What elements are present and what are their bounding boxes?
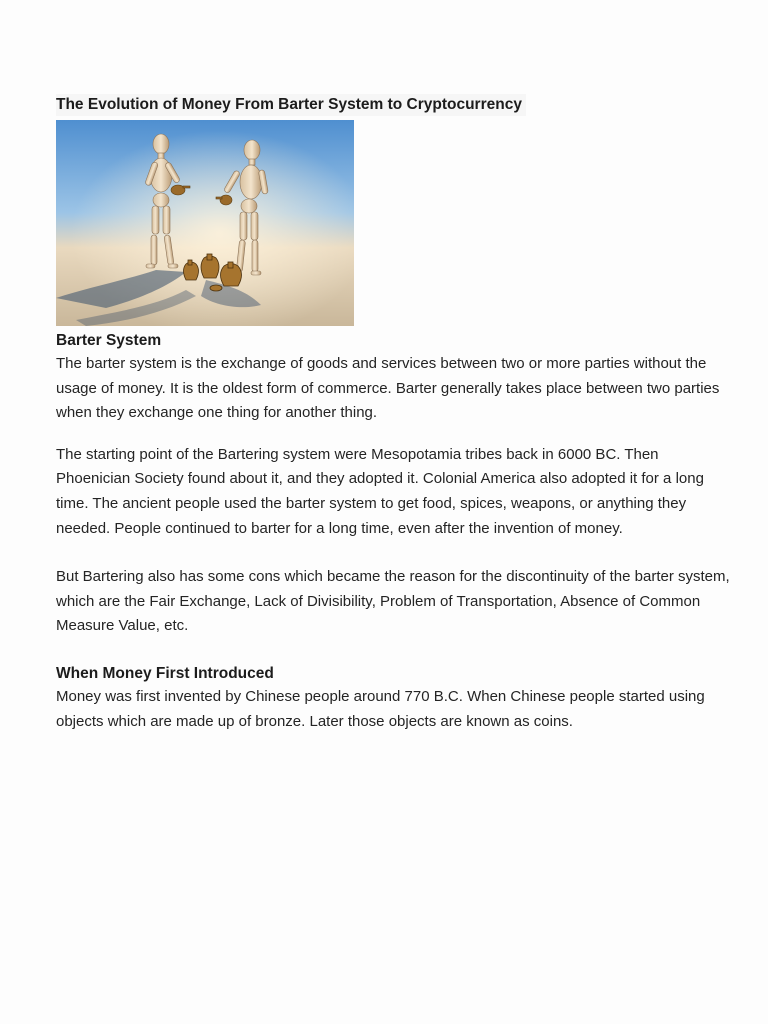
section-heading-money-introduced: When Money First Introduced bbox=[56, 664, 274, 682]
document-page bbox=[56, 94, 736, 734]
barter-paragraph-3: But Bartering also has some cons which became the reason for the discontinuity of the barter system, which are the Fair Exchange, Lack of Divisibility, Problem of Transportation, Absence of Common Measure Value, etc. bbox=[56, 568, 730, 635]
mannequins-barter-image bbox=[56, 120, 354, 326]
document-title: The Evolution of Money From Barter System to Cryptocurrency bbox=[56, 94, 526, 116]
money-paragraph-1: Money was first invented by Chinese people around 770 B.C. When Chinese people started using objects which are made up of bronze. Later those objects are known as coins. bbox=[56, 687, 705, 730]
barter-paragraph-2: The starting point of the Bartering system were Mesopotamia tribes back in 6000 BC. Then Phoenician Society found about it, and they adopted it. Colonial America also adopted it for a long time. The ancient people used the barter system to get food, spices, weapons, or anything they needed. People continued to barter for a long time, even after the invention of money. bbox=[56, 445, 704, 537]
section-heading-barter-system: Barter System bbox=[56, 332, 162, 349]
barter-paragraph-1: The barter system is the exchange of goods and services between two or more parties without the usage of money. It is the oldest form of commerce. Barter generally takes place between two parties when they exchange one thing for another thing. bbox=[56, 355, 720, 422]
